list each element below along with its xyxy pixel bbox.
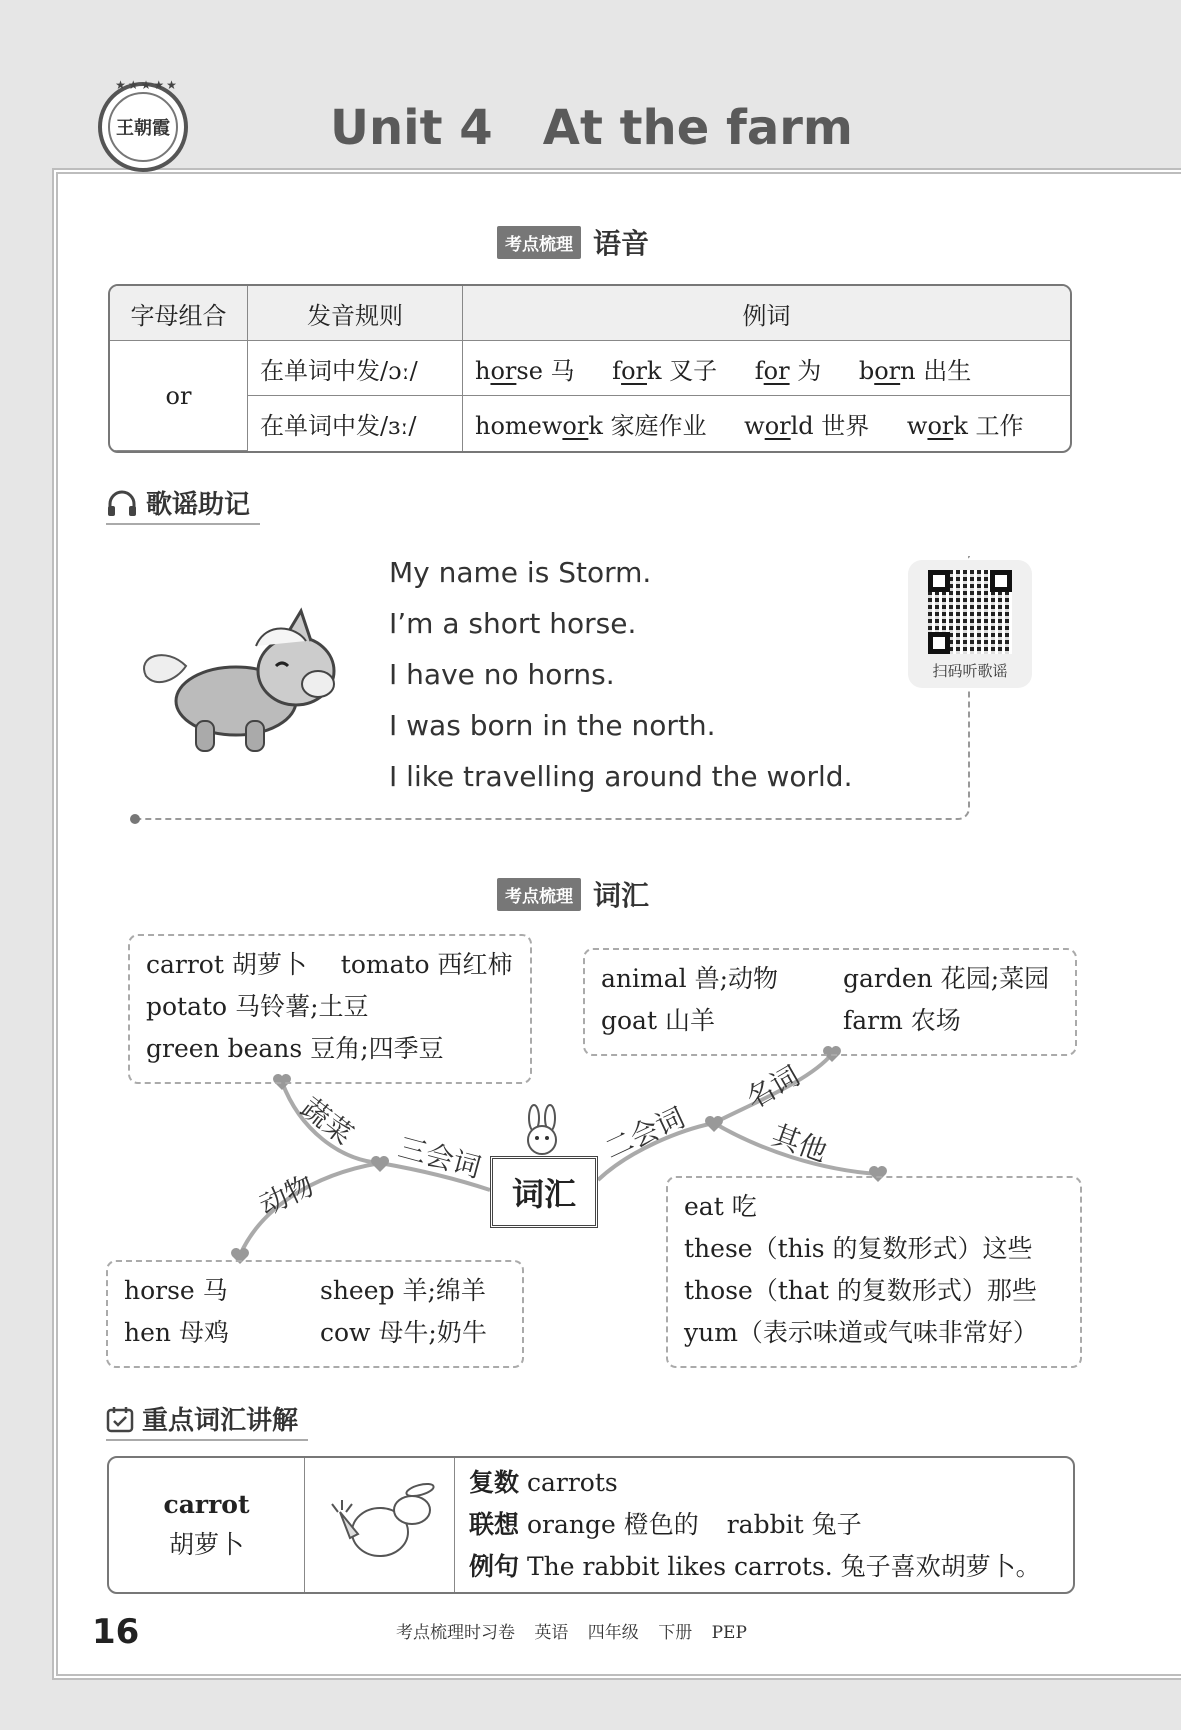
page-number: 16 — [92, 1612, 140, 1652]
page-title: Unit 4 At the farm — [330, 100, 853, 156]
col-examples: 例词 — [463, 286, 1070, 341]
branch-label-two: 二会词 — [599, 1100, 690, 1167]
list-item: cow 母牛;奶牛 — [320, 1318, 487, 1347]
list-item: horse 马 — [124, 1276, 228, 1305]
example-line: 例句 The rabbit likes carrots. 兔子喜欢胡萝卜。 — [469, 1552, 1041, 1581]
list-item: these（this 的复数形式）这些 — [684, 1234, 1033, 1263]
other-box — [666, 1176, 1082, 1368]
rabbit-illustration-cell — [305, 1458, 455, 1592]
list-item: eat 吃 — [684, 1192, 757, 1221]
phonics-title: 语音 — [593, 227, 650, 260]
letter-combo: or — [110, 341, 248, 451]
key-vocab-heading — [106, 1400, 308, 1441]
bunny-icon — [520, 1104, 564, 1158]
rule: 在单词中发/ɔː/ — [248, 341, 463, 396]
branch-label-veg: 蔬菜 — [294, 1090, 360, 1152]
logo-text: 王朝霞 — [108, 92, 178, 162]
list-item: green beans 豆角;四季豆 — [146, 1034, 444, 1063]
footer-text: 考点梳理时习卷 英语 四年级 下册 PEP — [396, 1623, 747, 1643]
rule: 在单词中发/ɜː/ — [248, 396, 463, 451]
key-word-cell — [109, 1458, 305, 1592]
mindmap-center: 词汇 — [490, 1156, 598, 1228]
rhyme-line: I was born in the north. — [389, 709, 716, 742]
list-item: yum（表示味道或气味非常好） — [684, 1318, 1038, 1347]
association-line: 联想 orange 橙色的 rabbit 兔子 — [469, 1510, 862, 1539]
list-item: garden 花园;菜园 — [843, 964, 1050, 993]
examples: homework 家庭作业 world 世界 work 工作 — [475, 412, 1024, 440]
branch-label-noun: 名词 — [740, 1059, 806, 1116]
noun-box — [583, 948, 1077, 1056]
list-item: animal 兽;动物 — [601, 964, 778, 993]
rhyme-title: 歌谣助记 — [146, 490, 251, 520]
examples: horse 马 fork 叉子 for 为 born 出生 — [463, 341, 1070, 396]
list-item: those（that 的复数形式）那些 — [684, 1276, 1037, 1305]
rhyme-line: I’m a short horse. — [389, 607, 637, 640]
key-word-cn: 胡萝卜 — [168, 1530, 244, 1559]
key-word: carrot — [163, 1490, 250, 1519]
veg-box — [128, 934, 532, 1084]
qr-label: 扫码听歌谣 — [932, 662, 1008, 680]
branch-label-three: 三会词 — [394, 1130, 485, 1185]
list-item: sheep 羊;绵羊 — [320, 1276, 486, 1305]
key-vocab-title: 重点词汇讲解 — [142, 1406, 299, 1436]
animal-box — [106, 1260, 524, 1368]
vocab-badge: 考点梳理 — [497, 878, 581, 911]
rhyme-line: I like travelling around the world. — [389, 760, 853, 793]
col-letters: 字母组合 — [110, 286, 248, 341]
list-item: farm 农场 — [843, 1006, 961, 1035]
col-rule: 发音规则 — [248, 286, 463, 341]
branch-label-animal: 动物 — [254, 1168, 319, 1223]
calendar-check-icon — [106, 1405, 134, 1433]
rhyme-line: My name is Storm. — [389, 556, 652, 589]
key-word-details — [455, 1458, 1073, 1592]
list-item: goat 山羊 — [601, 1006, 715, 1035]
list-item: hen 母鸡 — [124, 1318, 229, 1347]
phonics-badge: 考点梳理 — [497, 226, 581, 259]
vocab-title: 词汇 — [593, 879, 650, 912]
list-item: carrot 胡萝卜 tomato 西红柿 — [146, 950, 513, 979]
plural-line: 复数 carrots — [469, 1468, 618, 1497]
list-item: potato 马铃薯;土豆 — [146, 992, 369, 1021]
rhyme-line: I have no horns. — [389, 658, 615, 691]
key-vocab-table — [107, 1456, 1075, 1594]
branch-label-other: 其他 — [767, 1118, 832, 1169]
rabbit-carrot-illustration — [320, 1472, 440, 1572]
star-icon: ★★★★★ — [115, 78, 179, 92]
